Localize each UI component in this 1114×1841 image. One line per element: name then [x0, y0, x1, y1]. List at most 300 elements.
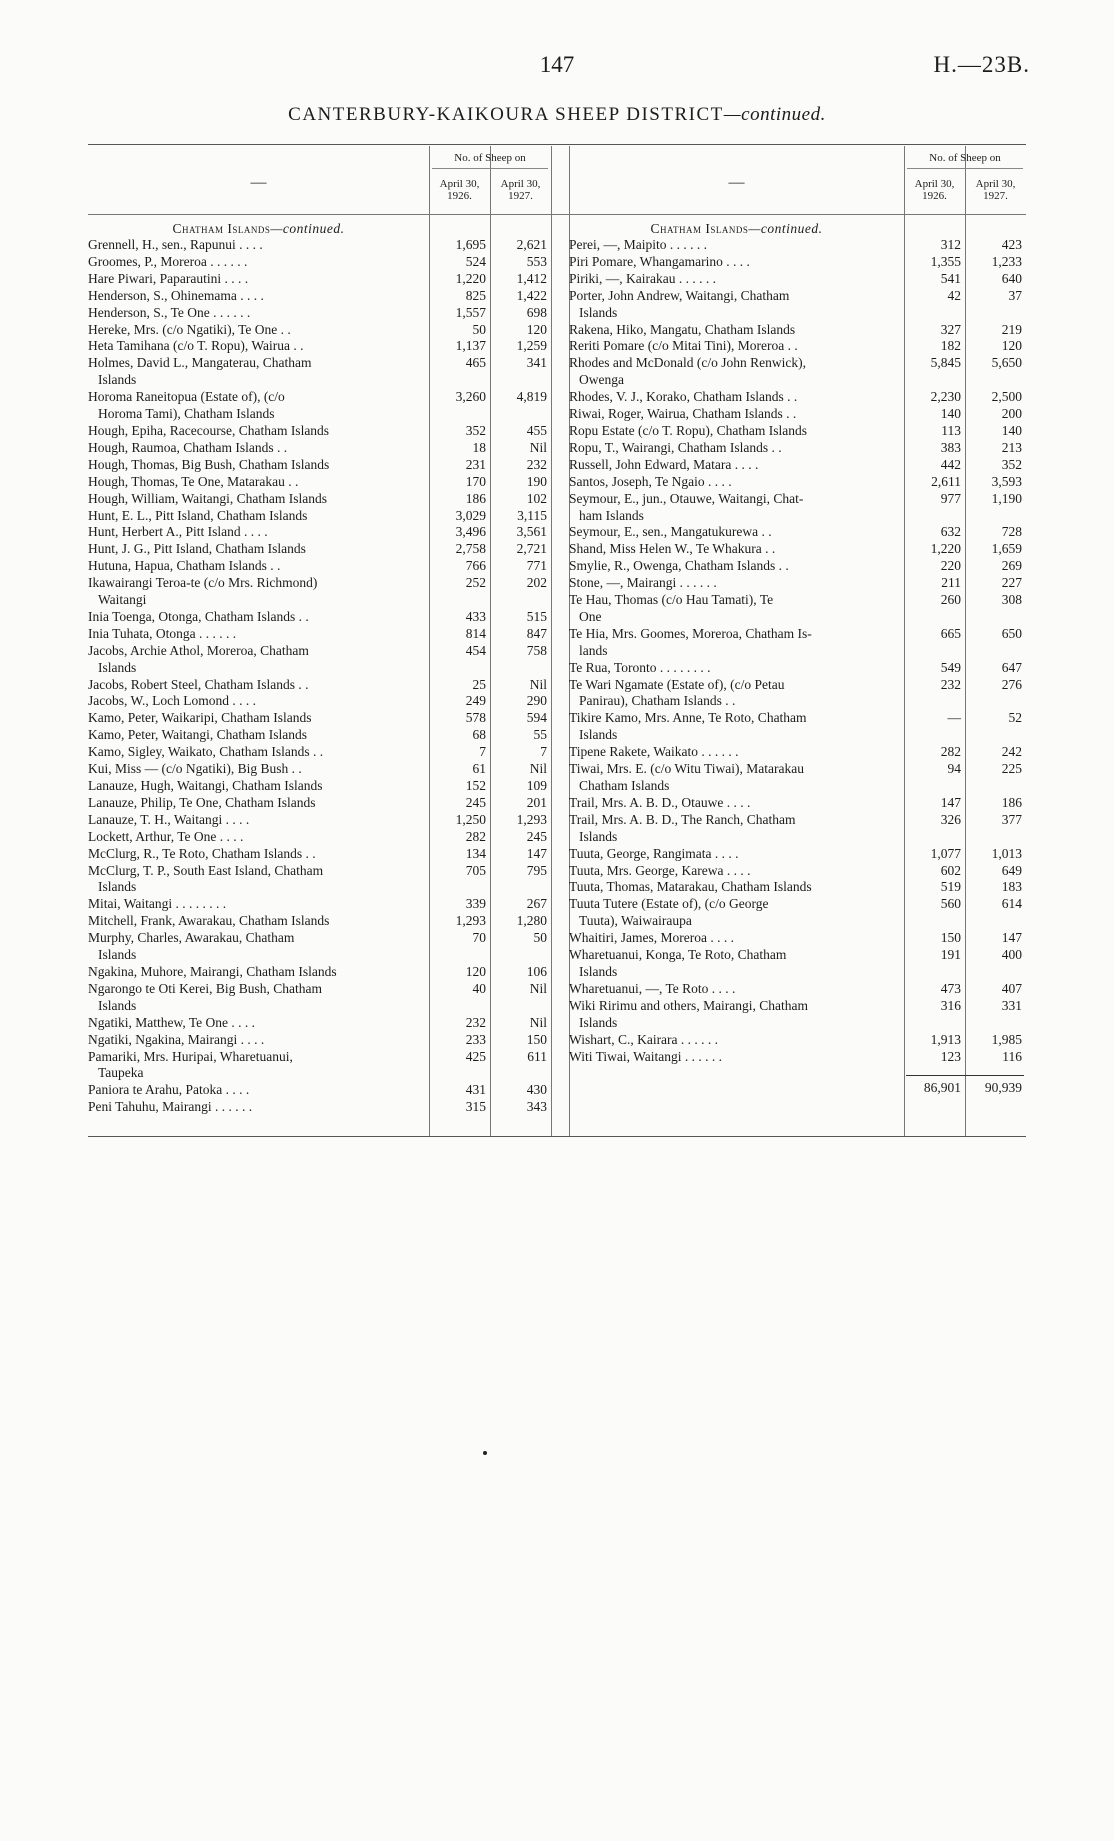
sheep-1927: 37: [1008, 287, 1022, 303]
sheep-1927: 269: [1001, 558, 1022, 574]
sheep-1927: 147: [526, 845, 547, 861]
holder-name: [88, 643, 429, 677]
holder-name: [88, 626, 429, 643]
holder-name-line: Ngakina, Muhore, Mairangi, Chatham Islands: [88, 963, 337, 979]
holder-name-line: Seymour, E., sen., Mangatukurewa . .: [569, 524, 772, 540]
holder-name: [88, 271, 429, 288]
sheep-1927: Nil: [529, 439, 547, 455]
sheep-1927: 614: [1001, 896, 1022, 912]
holder-name: [569, 338, 904, 355]
table-row: [88, 254, 551, 271]
sheep-1926: 705: [465, 862, 486, 878]
sheep-1927: 120: [1001, 338, 1022, 354]
holder-name: [569, 846, 904, 863]
table-row: [88, 305, 551, 322]
holder-name: [88, 677, 429, 694]
holder-name: [88, 322, 429, 339]
col-1926-header: April 30, 1926.: [439, 178, 480, 202]
holder-name: [569, 981, 904, 998]
sheep-1926: 50: [472, 321, 486, 337]
holder-name-line: Jacobs, Archie Athol, Moreroa, Chatham: [88, 642, 309, 658]
sheep-1926: 766: [465, 558, 486, 574]
sheep-1927: 430: [526, 1082, 547, 1098]
sheep-1926: 327: [940, 321, 961, 337]
holder-name: [88, 338, 429, 355]
sheep-1926: 3,260: [455, 389, 486, 405]
holder-name-line: Henderson, S., Te One . . . . . .: [88, 304, 251, 320]
sheep-1927: 50: [533, 930, 547, 946]
table-row: [88, 778, 551, 795]
sheep-1927: 758: [526, 642, 547, 658]
holder-name: [88, 727, 429, 744]
holder-name: [88, 558, 429, 575]
table-row: [88, 896, 551, 913]
holder-name-line: Piri Pomare, Whangamarino . . . .: [569, 253, 750, 269]
name-column-header: —: [728, 174, 745, 191]
table-row: [569, 355, 1026, 389]
sheep-1926: 316: [940, 997, 961, 1013]
sheep-1927: 2,721: [516, 541, 547, 557]
sheep-1926: 134: [465, 845, 486, 861]
sheep-1927: Nil: [529, 1014, 547, 1030]
table-row: [88, 288, 551, 305]
table-row: [569, 322, 1026, 339]
sheep-1927: 1,659: [991, 541, 1022, 557]
holder-name: [88, 930, 429, 964]
holder-name: [569, 254, 904, 271]
section-heading: Chatham Islands—continued.: [650, 221, 823, 236]
holder-name-line: Groomes, P., Moreroa . . . . . .: [88, 253, 248, 269]
holder-name-line: Ngatiki, Matthew, Te One . . . .: [88, 1014, 256, 1030]
holder-name: [88, 693, 429, 710]
holder-name: [88, 1015, 429, 1032]
table-row: [569, 338, 1026, 355]
sheep-1926: 632: [940, 524, 961, 540]
table-row: [569, 1032, 1026, 1049]
holder-name: [569, 491, 904, 525]
holder-name: [88, 981, 429, 1015]
holder-name: [88, 423, 429, 440]
sheep-1926: 120: [465, 963, 486, 979]
sheep-1927: 423: [1001, 237, 1022, 252]
sheep-1926: 2,611: [931, 473, 961, 489]
holder-name-line: Te Hia, Mrs. Goomes, Moreroa, Chatham Is-: [569, 625, 812, 641]
sheep-table: [88, 144, 1026, 1144]
table-row: [569, 575, 1026, 592]
sheep-1926: 473: [940, 980, 961, 996]
holder-name: [88, 541, 429, 558]
table-bottom-rule: [88, 1136, 1026, 1137]
holder-name: [88, 508, 429, 525]
holder-name: [569, 541, 904, 558]
holder-name-line: Piriki, —, Kairakau . . . . . .: [569, 270, 716, 286]
left-column-block: [88, 144, 551, 1136]
table-row: [569, 406, 1026, 423]
holder-name: [88, 1082, 429, 1099]
sheep-1926: 147: [940, 794, 961, 810]
sheep-1926: 1,250: [455, 811, 486, 827]
table-row: [569, 524, 1026, 541]
sheep-1927: 455: [526, 422, 547, 438]
holder-name: [569, 322, 904, 339]
holder-name-line: Lanauze, T. H., Waitangi . . . .: [88, 811, 250, 827]
holder-name-line: Kui, Miss — (c/o Ngatiki), Big Bush . .: [88, 761, 302, 777]
holder-name: [569, 879, 904, 896]
total-1927: 90,939: [984, 1080, 1022, 1095]
holder-name-continuation: Islands: [579, 1014, 618, 1030]
holder-name-line: Perei, —, Maipito . . . . . .: [569, 237, 707, 252]
table-row: [88, 423, 551, 440]
table-row: [569, 710, 1026, 744]
sheep-1926: 1,077: [930, 845, 961, 861]
holder-name-line: Ngarongo te Oti Kerei, Big Bush, Chatham: [88, 980, 322, 996]
sheep-1926: 5,845: [930, 355, 961, 371]
sheep-1926: 602: [940, 862, 961, 878]
holder-name-line: Trail, Mrs. A. B. D., Otauwe . . . .: [569, 794, 751, 810]
sheep-1926: 220: [940, 558, 961, 574]
sheep-1927: 242: [1001, 744, 1022, 760]
table-row: [88, 508, 551, 525]
sheep-1927: 1,985: [991, 1031, 1022, 1047]
sheep-1927: 225: [1001, 761, 1022, 777]
holder-name: [569, 558, 904, 575]
holder-name-line: Hutuna, Hapua, Chatham Islands . .: [88, 558, 281, 574]
holder-name: [88, 254, 429, 271]
sheep-1927: 7: [540, 744, 547, 760]
sheep-1927: 1,233: [991, 253, 1022, 269]
sheep-1926: 3,496: [455, 524, 486, 540]
holder-name-line: Tuuta, George, Rangimata . . . .: [569, 845, 739, 861]
sheep-1927: 352: [1001, 456, 1022, 472]
sheep-1926: 465: [465, 355, 486, 371]
sheep-1927: 4,819: [516, 389, 547, 405]
holder-name-line: Peni Tahuhu, Mairangi . . . . . .: [88, 1099, 253, 1115]
holder-name-line: Te Hau, Thomas (c/o Hau Tamati), Te: [569, 592, 774, 608]
holder-name-line: Kamo, Sigley, Waikato, Chatham Islands . .: [88, 744, 324, 760]
sheep-1926: 182: [940, 338, 961, 354]
sheep-1927: 308: [1001, 592, 1022, 608]
sheep-1927: 147: [1001, 930, 1022, 946]
holder-name: [569, 896, 904, 930]
sheep-1926: 113: [941, 422, 961, 438]
table-row: [88, 609, 551, 626]
col-1927-header: April 30, 1927.: [500, 178, 541, 202]
holder-name: [88, 609, 429, 626]
table-row: [88, 677, 551, 694]
holder-name: [88, 440, 429, 457]
holder-name: [569, 592, 904, 626]
holder-name-line: Tipene Rakete, Waikato . . . . . .: [569, 744, 739, 760]
holder-name-line: Seymour, E., jun., Otauwe, Waitangi, Chat-: [569, 490, 804, 506]
sheep-1927: Nil: [529, 676, 547, 692]
holder-name-continuation: Islands: [98, 947, 137, 963]
holder-name: [88, 761, 429, 778]
document-reference: H.—23B.: [933, 52, 1030, 77]
table-row: [88, 693, 551, 710]
table-row: [569, 626, 1026, 660]
holder-name-line: Witi Tiwai, Waitangi . . . . . .: [569, 1048, 723, 1064]
sheep-1926: 249: [465, 693, 486, 709]
sheep-1926: 1,220: [455, 270, 486, 286]
table-row: [569, 592, 1026, 626]
sheep-1927: 202: [526, 575, 547, 591]
sheep-1926: 40: [472, 980, 486, 996]
name-column-header: —: [250, 174, 267, 191]
sheep-1927: 150: [526, 1031, 547, 1047]
holder-name-line: Mitai, Waitangi . . . . . . . .: [88, 896, 227, 912]
holder-name: [569, 710, 904, 744]
sheep-1927: 649: [1001, 862, 1022, 878]
sheep-1926: 260: [940, 592, 961, 608]
sheep-1926: 2,758: [455, 541, 486, 557]
sheep-1927: 232: [526, 456, 547, 472]
holder-name: [569, 389, 904, 406]
table-row: [569, 812, 1026, 846]
holder-name: [88, 1099, 429, 1116]
holder-name-line: Hare Piwari, Paparautini . . . .: [88, 270, 249, 286]
holder-name: [569, 863, 904, 880]
table-row: [88, 524, 551, 541]
sheep-1927: 219: [1001, 321, 1022, 337]
table-row: [88, 575, 551, 609]
sheep-1926: 1,913: [930, 1031, 961, 1047]
sheep-1926: 245: [465, 794, 486, 810]
holder-name: [88, 1032, 429, 1049]
holder-name-line: Lockett, Arthur, Te One . . . .: [88, 828, 244, 844]
sheep-1927: 227: [1001, 575, 1022, 591]
holder-name: [569, 524, 904, 541]
table-row: [88, 355, 551, 389]
sheep-1927: 186: [1001, 794, 1022, 810]
holder-name: [88, 1049, 429, 1083]
holder-name: [88, 863, 429, 897]
sheep-1927: 1,259: [516, 338, 547, 354]
holder-name: [569, 474, 904, 491]
holder-name: [569, 457, 904, 474]
sheep-1927: 377: [1001, 811, 1022, 827]
holder-name-line: Lanauze, Philip, Te One, Chatham Islands: [88, 794, 316, 810]
holder-name-line: Stone, —, Mairangi . . . . . .: [569, 575, 717, 591]
sheep-1927: 847: [526, 625, 547, 641]
sheep-1926: 68: [472, 727, 486, 743]
holder-name-line: Porter, John Andrew, Waitangi, Chatham: [569, 287, 790, 303]
sheep-1927: 109: [526, 778, 547, 793]
holder-name: [88, 812, 429, 829]
sheep-1927: 276: [1001, 676, 1022, 692]
holder-name-continuation: Owenga: [579, 372, 624, 388]
holder-name: [569, 1032, 904, 1049]
sheep-1927: 102: [526, 490, 547, 506]
table-row: [88, 1015, 551, 1032]
sheep-1927: 140: [1001, 422, 1022, 438]
holder-name: [88, 744, 429, 761]
sheep-1927: 55: [533, 727, 547, 743]
sheep-1927: 1,190: [991, 490, 1022, 506]
sheep-1927: 341: [526, 355, 547, 371]
table-row: [88, 744, 551, 761]
holder-name-line: Henderson, S., Ohinemama . . . .: [88, 287, 264, 303]
holder-name-line: Tikire Kamo, Mrs. Anne, Te Roto, Chatham: [569, 710, 807, 726]
col-1927-header: April 30, 1927.: [975, 178, 1016, 202]
sheep-1926: 191: [940, 947, 961, 963]
holder-name-line: Russell, John Edward, Matara . . . .: [569, 456, 759, 472]
holder-name-line: Hough, William, Waitangi, Chatham Islands: [88, 490, 327, 506]
holder-name-line: Te Rua, Toronto . . . . . . . .: [569, 659, 711, 675]
header-group-rule: [907, 168, 1023, 169]
table-row: [88, 338, 551, 355]
holder-name: [88, 710, 429, 727]
table-row: [88, 846, 551, 863]
holder-name-line: Te Wari Ngamate (Estate of), (c/o Petau: [569, 676, 785, 692]
sheep-1927: 1,013: [991, 845, 1022, 861]
sheep-1927: 106: [526, 963, 547, 979]
holder-name-continuation: Panirau), Chatham Islands . .: [579, 693, 736, 709]
sheep-1926: 42: [947, 287, 961, 303]
holder-name-line: Shand, Miss Helen W., Te Whakura . .: [569, 541, 776, 557]
table-row: [88, 863, 551, 897]
sheep-1927: 594: [526, 710, 547, 726]
holder-name-line: Jacobs, Robert Steel, Chatham Islands . .: [88, 676, 309, 692]
sheep-1927: 120: [526, 321, 547, 337]
holder-name-continuation: Chatham Islands: [579, 778, 670, 793]
sheep-1926: 383: [940, 439, 961, 455]
holder-name-line: Murphy, Charles, Awarakau, Chatham: [88, 930, 295, 946]
table-row: [88, 1099, 551, 1116]
table-row: [88, 389, 551, 423]
sheep-1926: 519: [940, 879, 961, 895]
holder-name: [569, 761, 904, 795]
holder-name-continuation: Islands: [98, 879, 137, 895]
table-row: [88, 237, 551, 254]
holder-name: [88, 964, 429, 981]
holder-name-line: Lanauze, Hugh, Waitangi, Chatham Islands: [88, 778, 323, 793]
holder-name: [569, 947, 904, 981]
holder-name-line: Rhodes, V. J., Korako, Chatham Islands . .: [569, 389, 798, 405]
sheep-1926: 25: [472, 676, 486, 692]
table-row: [569, 558, 1026, 575]
page-title-suffix: —continued.: [723, 104, 826, 125]
holder-name-line: Tiwai, Mrs. E. (c/o Witu Tiwai), Matarakau: [569, 761, 804, 777]
holder-name: [88, 305, 429, 322]
sheep-1926: 339: [465, 896, 486, 912]
holder-name: [569, 271, 904, 288]
sheep-1927: 728: [1001, 524, 1022, 540]
table-row: [569, 744, 1026, 761]
sheep-1927: 183: [1001, 879, 1022, 895]
total-1926: 86,901: [923, 1080, 961, 1095]
sheep-1926: 1,355: [930, 253, 961, 269]
page-title: [0, 104, 1114, 126]
table-row: [569, 541, 1026, 558]
sheep-1927: 190: [526, 473, 547, 489]
table-row: [569, 457, 1026, 474]
sheep-1927: 2,500: [991, 389, 1022, 405]
holder-name-line: Hough, Epiha, Racecourse, Chatham Islands: [88, 422, 330, 438]
sheep-1927: 267: [526, 896, 547, 912]
sheep-1927: 611: [527, 1048, 547, 1064]
holder-name-line: Ropu Estate (c/o T. Ropu), Chatham Islands: [569, 422, 807, 438]
sheep-1927: 1,422: [516, 287, 547, 303]
holder-name: [88, 524, 429, 541]
sheep-1926: 70: [472, 930, 486, 946]
table-row: [569, 863, 1026, 880]
sheep-1926: 1,220: [930, 541, 961, 557]
holder-name: [88, 491, 429, 508]
holder-name-continuation: Islands: [579, 828, 618, 844]
sheep-1926: 431: [465, 1082, 486, 1098]
table-row: [88, 1049, 551, 1083]
holder-name: [569, 355, 904, 389]
table-row: [569, 491, 1026, 525]
sheep-1926: 560: [940, 896, 961, 912]
sheep-1926: 186: [465, 490, 486, 506]
table-row: [88, 829, 551, 846]
sheep-1926: 94: [947, 761, 961, 777]
table-row: [88, 710, 551, 727]
sheep-1927: Nil: [529, 761, 547, 777]
sheep-1926: 170: [465, 473, 486, 489]
sheep-1926: 977: [940, 490, 961, 506]
table-row: [88, 1032, 551, 1049]
right-column-block: [569, 144, 1026, 1136]
holder-name: [569, 677, 904, 711]
table-row: [569, 389, 1026, 406]
sheep-1926: 211: [941, 575, 961, 591]
holder-name-line: Wishart, C., Kairara . . . . . .: [569, 1031, 719, 1047]
holder-name: [88, 829, 429, 846]
sheep-1926: 315: [465, 1099, 486, 1115]
holder-name-continuation: Taupeka: [98, 1065, 144, 1081]
sheep-1926: 150: [940, 930, 961, 946]
holder-name: [569, 930, 904, 947]
table-row: [88, 440, 551, 457]
left-rows: [88, 220, 551, 1116]
sheep-1927: 640: [1001, 270, 1022, 286]
holder-name-continuation: Islands: [98, 659, 137, 675]
holder-name-line: McClurg, R., Te Roto, Chatham Islands . .: [88, 845, 316, 861]
holder-name: [569, 795, 904, 812]
left-table-header: [88, 144, 551, 214]
holder-name-line: Whaitiri, James, Moreroa . . . .: [569, 930, 734, 946]
sheep-1927: 407: [1001, 980, 1022, 996]
holder-name-line: Inia Tuhata, Otonga . . . . . .: [88, 625, 237, 641]
sheep-1926: 233: [465, 1031, 486, 1047]
holder-name-line: Grennell, H., sen., Rapunui . . . .: [88, 237, 263, 252]
holder-name: [569, 237, 904, 254]
holder-name-line: Horoma Raneitopua (Estate of), (c/o: [88, 389, 285, 405]
table-row: [569, 1049, 1026, 1066]
holder-name-continuation: ham Islands: [579, 507, 644, 523]
sheep-1926: 232: [465, 1014, 486, 1030]
table-row: [88, 491, 551, 508]
holder-name: [569, 626, 904, 660]
table-row: [88, 643, 551, 677]
holder-name-continuation: Islands: [579, 304, 618, 320]
table-row: [88, 913, 551, 930]
col-1926-header: April 30, 1926.: [914, 178, 955, 202]
sheep-1926: 140: [940, 406, 961, 422]
holder-name: [569, 423, 904, 440]
right-table-header: [569, 144, 1026, 214]
table-row: [569, 795, 1026, 812]
holder-name: [88, 846, 429, 863]
holder-name-line: Santos, Joseph, Te Ngaio . . . .: [569, 473, 732, 489]
holder-name-line: Reriti Pomare (c/o Mitai Tini), Moreroa . .: [569, 338, 798, 354]
sheep-1926: 549: [940, 659, 961, 675]
table-row: [569, 998, 1026, 1032]
table-row: [88, 271, 551, 288]
table-row: [569, 288, 1026, 322]
